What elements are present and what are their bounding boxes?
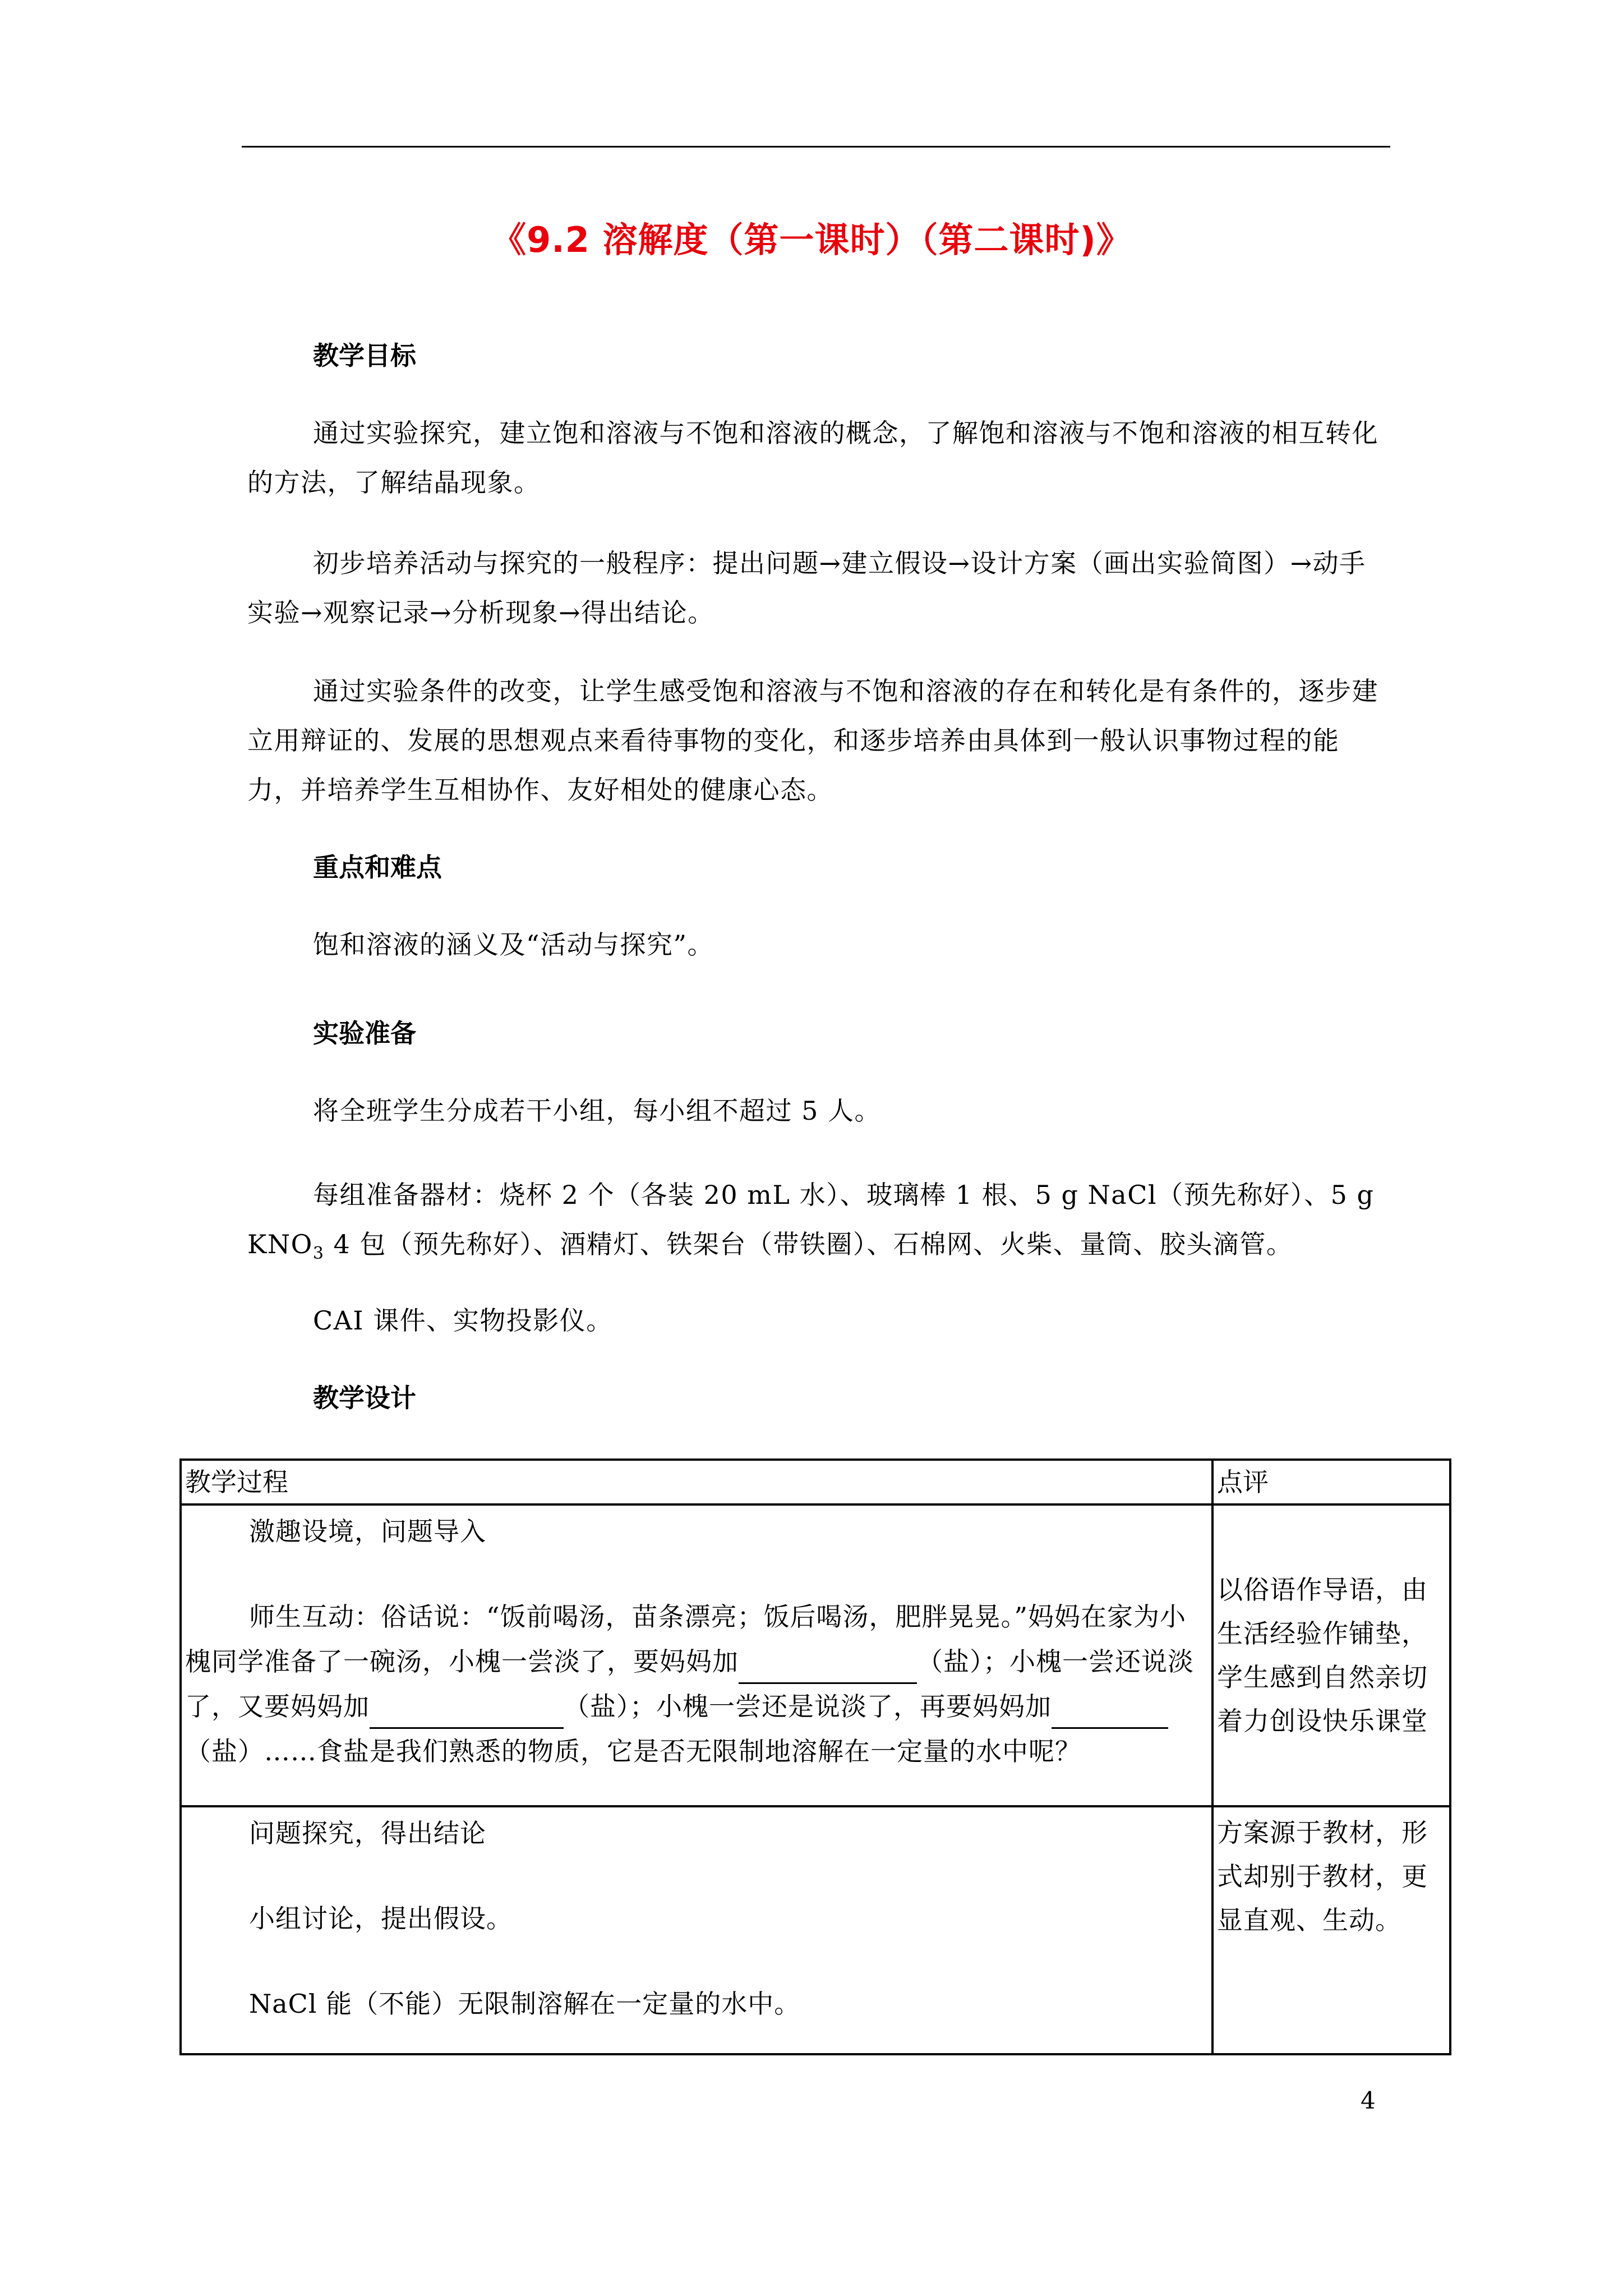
objective-paragraph: 通过实验条件的改变，让学生感受饱和溶液与不饱和溶液的存在和转化是有条件的，逐步建立用辩证的、发展的思想观点来看待事物的变化，和逐步培养由具体到一般认识事物过程的能力，并培养学生互相协作、友好相处的健康心态。 (247, 676, 1378, 805)
comment-text: 以俗语作导语，由生活经验作铺垫，学生感到自然亲切着力创设快乐课堂 (1217, 1575, 1428, 1736)
table-header-row (181, 1460, 1450, 1504)
table-row (181, 1504, 1450, 1806)
discussion-text: 小组讨论，提出假设。 (249, 1903, 513, 1934)
kno3-subscript: 3 (312, 1244, 325, 1264)
teaching-design-table (179, 1458, 1449, 2055)
prep-cai-text: CAI 课件、实物投影仪。 (313, 1305, 613, 1336)
prep-heading: 实验准备 (313, 1018, 416, 1048)
process-cell (181, 1504, 1212, 1806)
dialogue-part: （盐）；小槐一尝还是说淡了，再要妈妈加 (564, 1691, 1052, 1722)
comment-text: 方案源于教材，形式却别于教材，更显直观、生动。 (1217, 1818, 1428, 1935)
dialogue-part: （盐）……食盐是我们熟悉的物质，它是否无限制地溶解在一定量的水中呢？ (185, 1736, 1081, 1766)
column-header-comment: 点评 (1212, 1460, 1450, 1504)
design-heading: 教学设计 (313, 1383, 416, 1413)
hypothesis-text: NaCl 能（不能）无限制溶解在一定量的水中。 (249, 1989, 801, 2019)
dialogue-paragraph (185, 1594, 1208, 1774)
objective-paragraph: 通过实验探究，建立饱和溶液与不饱和溶液的概念，了解饱和溶液与不饱和溶液的相互转化的方法，了解结晶现象。 (247, 418, 1378, 498)
dialogue-part: 师生互动：俗话说：“饭前喝汤，苗条漂亮；饭后喝汤，肥胖晃晃。”妈妈在家为小槐同学准备了一碗汤，小槐一尝淡了，要妈妈加 (185, 1602, 1187, 1677)
prep-groups-text: 将全班学生分成若干小组，每小组不超过 5 人。 (313, 1096, 882, 1126)
dialogue-part: （盐）；小槐一尝还说淡了，又要妈妈加 (185, 1646, 1194, 1722)
prep-equipment-part: 每组准备器材：烧杯 2 个（各装 20 mL 水）、玻璃棒 1 根、5 g NaCl（预先称好）、5 g KNO (247, 1180, 1375, 1259)
objective-paragraph: 初步培养活动与探究的一般程序：提出问题→建立假设→设计方案（画出实验简图）→动手实验→观察记录→分析现象→得出结论。 (247, 548, 1366, 628)
page-number: 4 (1361, 2087, 1376, 2114)
header-rule (242, 146, 1390, 148)
table-row (181, 1806, 1450, 2054)
fill-blank (370, 1698, 564, 1729)
key-points-text: 饱和溶液的涵义及“活动与探究”。 (313, 930, 714, 960)
stage-title: 激趣设境，问题导入 (249, 1516, 486, 1547)
prep-equipment-text (247, 1170, 1386, 1278)
stage-title: 问题探究，得出结论 (249, 1818, 486, 1848)
objectives-heading: 教学目标 (313, 341, 416, 371)
fill-blank (1052, 1698, 1168, 1729)
fill-blank (739, 1653, 917, 1684)
comment-cell (1212, 1504, 1450, 1806)
column-header-process: 教学过程 (181, 1460, 1212, 1504)
page-title: 《9.2 溶解度（第一课时）（第二课时)》 (491, 219, 1132, 260)
prep-equipment-part: 4 包（预先称好）、酒精灯、铁架台（带铁圈）、石棉网、火柴、量筒、胶头滴管。 (324, 1229, 1293, 1259)
comment-cell (1212, 1806, 1450, 2054)
process-cell (181, 1806, 1212, 2054)
key-points-heading: 重点和难点 (313, 852, 442, 882)
